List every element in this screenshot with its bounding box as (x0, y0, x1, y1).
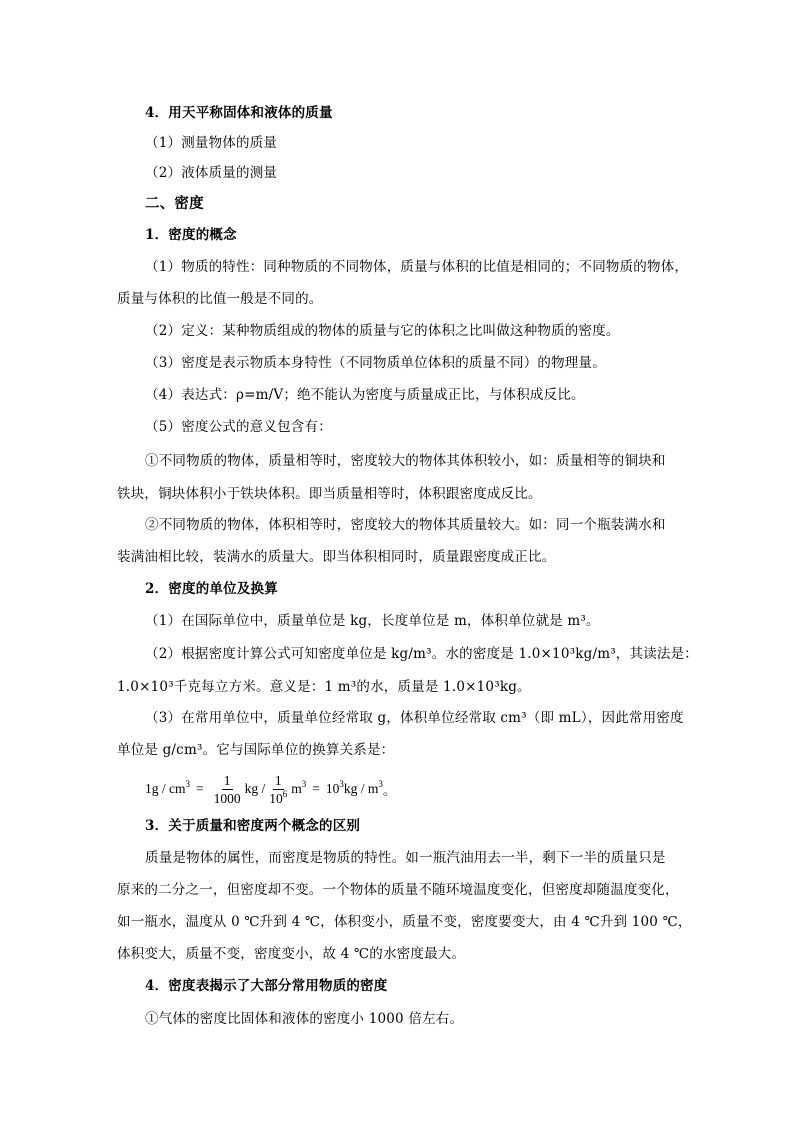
formula-lhs: $1g / cm^3$ (145, 779, 190, 796)
paragraph-case1-line1: ①不同物质的物体，质量相等时，密度较大的物体其体积较小，如：质量相等的铜块和 (145, 453, 666, 469)
paragraph-density-unit-line2: 1.0×10³千克每立方米。意义是：1 m³的水，质量是 1.0×10³kg。 (117, 679, 531, 695)
formula-kg: kg / (244, 781, 266, 796)
formula-m3: $m^3$ (291, 779, 307, 796)
paragraph-distinction-line1: 质量是物体的属性，而密度是物质的特性。如一瓶汽油用去一半，剩下一半的质量只是 (145, 850, 666, 866)
paragraph-case1-line2: 铁块，铜块体积小于铁块体积。即当质量相等时，体积跟密度成反比。 (117, 486, 542, 502)
section-title-density: 二、密度 (145, 195, 204, 212)
formula-end-punct: 。 (382, 783, 397, 798)
paragraph-property-line2: 质量与体积的比值一般是不同的。 (117, 291, 323, 307)
formula-rhs: $10^3kg / m^3$ (325, 779, 383, 796)
paragraph-case2-line1: ②不同物质的物体，体积相等时，密度较大的物体其质量较大。如：同一个瓶装满水和 (145, 517, 666, 533)
heading-weighing: 4．用天平称固体和液体的质量 (145, 105, 333, 121)
paragraph-property-line1: （1）物质的特性：同种物质的不同物体，质量与体积的比值是相同的；不同物质的物体， (145, 259, 689, 275)
paragraph-gas-density: ①气体的密度比固体和液体的密度小 1000 倍左右。 (145, 1011, 464, 1027)
paragraph-si-units: （1）在国际单位中，质量单位是 kg，长度单位是 m，体积单位就是 m³。 (145, 613, 600, 629)
paragraph-density-unit-line1: （2）根据密度计算公式可知密度单位是 kg/m³。水的密度是 1.0×10³kg/m³，其读法是： (145, 646, 699, 662)
paragraph-common-units-line1: （3）在常用单位中，质量单位经常取 g，体积单位经常取 cm³（即 mL），因此常用密度 (145, 710, 684, 726)
item-measure-object-mass: （1）测量物体的质量 (145, 135, 278, 151)
heading-mass-vs-density: 3．关于质量和密度两个概念的区别 (145, 818, 361, 834)
formula-fraction-2: $\frac{1}{10^6}$ (269, 772, 288, 806)
heading-density-concept: 1．密度的概念 (145, 227, 237, 243)
item-measure-liquid-mass: （2）液体质量的测量 (145, 165, 278, 181)
paragraph-formula-meaning: （5）密度公式的意义包含有： (145, 419, 332, 435)
paragraph-definition: （2）定义：某种物质组成的物体的质量与它的体积之比叫做这种物质的密度。 (145, 323, 620, 339)
formula-fraction-1: $\frac{1}{1000}$ (213, 772, 241, 806)
heading-density-table: 4．密度表揭示了大部分常用物质的密度 (145, 978, 388, 994)
paragraph-case2-line2: 装满油相比较，装满水的质量大。即当体积相同时，质量跟密度成正比。 (117, 549, 556, 565)
heading-density-units: 2．密度的单位及换算 (145, 581, 278, 597)
paragraph-distinction-line4: 体积变大，质量不变，密度变小，故 4 ℃的水密度最大。 (117, 946, 466, 962)
conversion-formula (145, 766, 396, 812)
formula-equals-2: = (312, 781, 320, 796)
paragraph-distinction-line3: 如一瓶水，温度从 0 ℃升到 4 ℃，体积变小，质量不变，密度要变大，由 4 ℃升到 100 ℃， (117, 914, 692, 930)
paragraph-physical-quantity: （3）密度是表示物质本身特性（不同物质单位体积的质量不同）的物理量。 (145, 355, 606, 371)
paragraph-distinction-line2: 原来的二分之一，但密度却不变。一个物体的质量不随环境温度变化，但密度却随温度变化， (117, 882, 679, 898)
paragraph-common-units-line2: 单位是 g/cm³。它与国际单位的换算关系是： (117, 742, 395, 758)
formula-equals-1: = (196, 781, 204, 796)
paragraph-expression: （4）表达式：ρ=m/V；绝不能认为密度与质量成正比，与体积成反比。 (145, 387, 585, 403)
